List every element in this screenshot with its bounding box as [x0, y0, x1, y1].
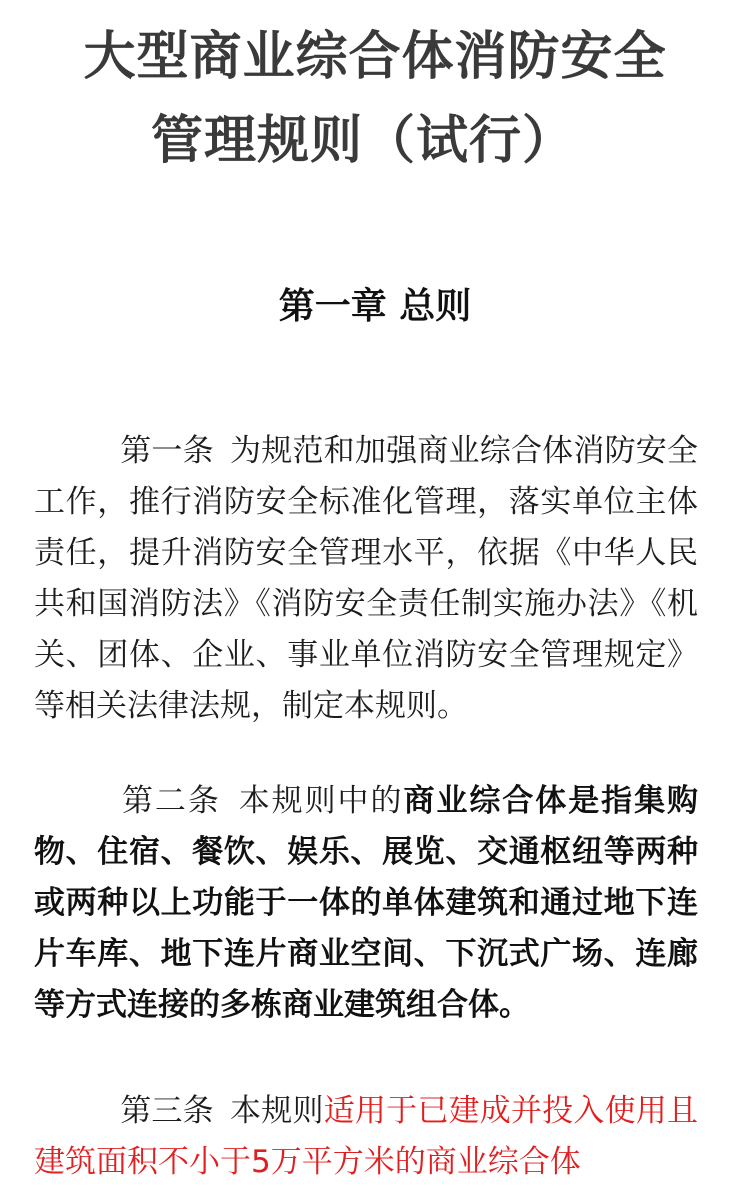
document-title-line-2: 管理规则（试行）	[150, 111, 575, 171]
article-1-text: 为规范和加强商业综合体消防安全工作，推行消防安全标准化管理，落实单位主体责任，提升消防安全管理水平，依据《中华人民共和国消防法》《消防安全责任制实施办法》《机关、团体、企业、事业单位消防安全管理规定》等相关法律法规，制定本规则。	[34, 433, 699, 724]
document-title-line-1: 大型商业综合体消防安全	[83, 27, 667, 87]
article-3	[34, 1086, 698, 1188]
article-2-bold-text: 是指集购物、住宿、餐饮、娱乐、展览、交通枢纽等两种或两种以上功能于一体的单体建筑和通过地下连片车库、地下连片商业空间、下沉式广场、连廊等方式连接的多栋商业建筑组合体。	[34, 783, 699, 1023]
article-1-label: 第一条	[120, 433, 214, 469]
article-3-label: 第三条	[120, 1093, 214, 1129]
article-2-highlight: 商业综合体	[403, 783, 569, 819]
article-3-highlight: 适用于已建成并投入使用且建筑面积不小于5万平方米的商业综合体	[34, 1093, 699, 1180]
article-1	[34, 426, 698, 732]
chapter-heading: 第一章 总则	[278, 286, 472, 327]
article-2	[34, 776, 698, 1031]
article-3-text-before: 本规则	[229, 1093, 324, 1129]
article-2-label: 第二条	[120, 783, 221, 819]
article-2-text-before: 本规则中的	[236, 783, 404, 819]
